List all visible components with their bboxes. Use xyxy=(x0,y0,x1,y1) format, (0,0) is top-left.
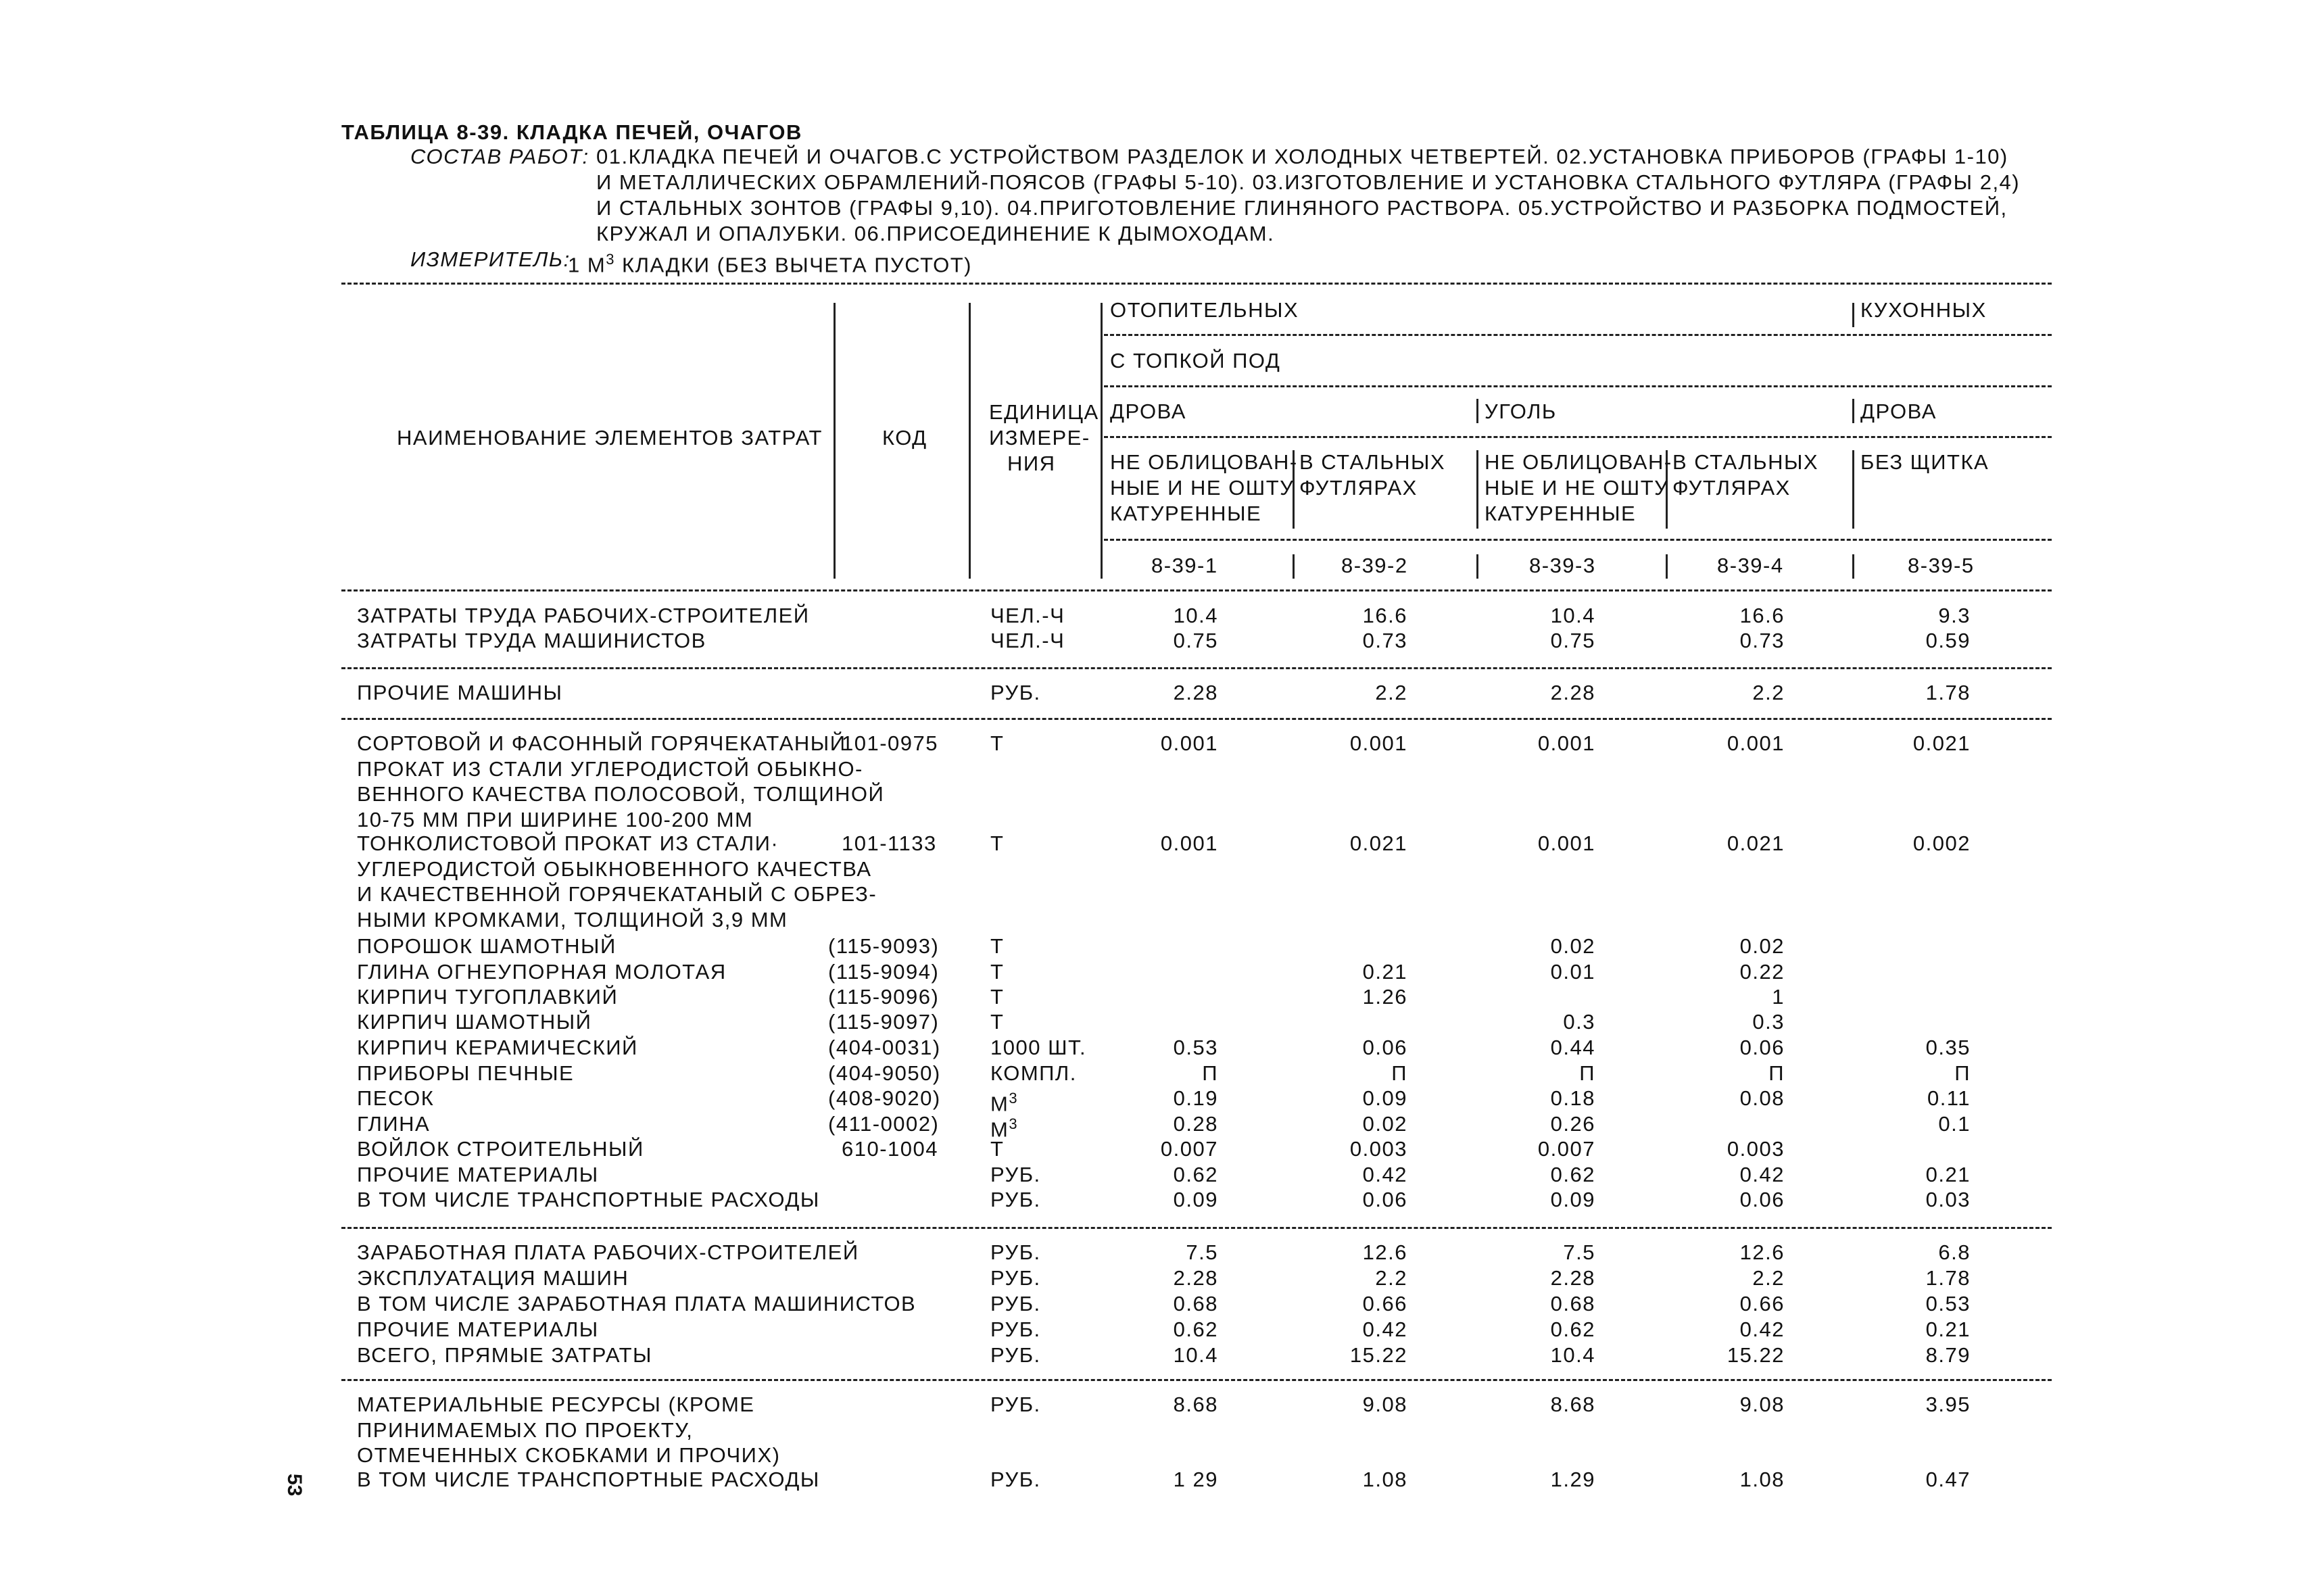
row-value-4: 0.22 xyxy=(1739,960,1785,984)
header-sub1-1: НЕ ОБЛИЦОВАН- xyxy=(1110,450,1298,474)
row-value-4: 15.22 xyxy=(1727,1343,1785,1367)
vbar-code3 xyxy=(1476,554,1478,579)
row-value-2: 1.26 xyxy=(1362,985,1407,1009)
header-sub2-1: В СТАЛЬНЫХ xyxy=(1299,450,1446,474)
rule-header-2 xyxy=(1104,385,2052,387)
row-value-3: 0.44 xyxy=(1550,1036,1595,1059)
row-value-2: 0.66 xyxy=(1362,1292,1407,1315)
row-value-1: 2.28 xyxy=(1173,1266,1218,1290)
row-value-4: 2.2 xyxy=(1752,1266,1785,1290)
vbar-coal xyxy=(1476,399,1478,423)
vbar-code5 xyxy=(1852,554,1854,579)
row-value-4: 9.08 xyxy=(1739,1393,1785,1416)
composition-line-2: И МЕТАЛЛИЧЕСКИХ ОБРАМЛЕНИЙ-ПОЯСОВ (ГРАФЫ 5-10). 03.ИЗГОТОВЛЕНИЕ И УСТАНОВКА СТАЛЬНОГО ФУТЛЯРА (ГРАФЫ 2,4) xyxy=(596,170,2021,194)
row-unit: Т xyxy=(990,934,1005,958)
row-value-5: 6.8 xyxy=(1938,1240,1971,1264)
row-value-3: 2.28 xyxy=(1550,681,1595,704)
row-name: ЗАРАБОТНАЯ ПЛАТА РАБОЧИХ-СТРОИТЕЛЕЙ xyxy=(357,1240,859,1264)
row-value-2: 2.2 xyxy=(1375,681,1407,704)
row-value-2: 0.42 xyxy=(1362,1163,1407,1186)
row-name: ПЕСОК xyxy=(357,1086,435,1110)
section-rule xyxy=(341,667,2052,669)
row-name: КИРПИЧ ШАМОТНЫЙ xyxy=(357,1010,592,1034)
row-value-3: 0.001 xyxy=(1537,831,1595,855)
meter-value: 1 $М^3$ КЛАДКИ (БЕЗ ВЫЧЕТА ПУСТОТ) xyxy=(568,251,973,277)
row-name: ВЕННОГО КАЧЕСТВА ПОЛОСОВОЙ, ТОЛЩИНОЙ xyxy=(357,782,885,806)
header-firebox: С ТОПКОЙ ПОД xyxy=(1110,349,1281,372)
row-value-4: 0.003 xyxy=(1727,1137,1785,1161)
row-value-2: 12.6 xyxy=(1362,1240,1407,1264)
row-code: 610-1004 xyxy=(842,1137,939,1161)
row-name: ПРОКАТ ИЗ СТАЛИ УГЛЕРОДИСТОЙ ОБЫКНО- xyxy=(357,756,863,781)
row-value-3: 0.001 xyxy=(1537,731,1595,755)
row-value-4: 0.021 xyxy=(1727,831,1785,855)
row-value-2: 9.08 xyxy=(1362,1393,1407,1416)
rule-header-1 xyxy=(1104,334,2052,336)
vbar-wood2 xyxy=(1852,399,1854,423)
row-name: ПРОЧИЕ МАШИНЫ xyxy=(357,681,563,704)
row-value-3: 0.01 xyxy=(1550,960,1595,984)
row-value-5: 3.95 xyxy=(1925,1393,1971,1416)
composition-label: СОСТАВ РАБОТ: xyxy=(410,145,589,168)
row-name: В ТОМ ЧИСЛЕ ТРАНСПОРТНЫЕ РАСХОДЫ xyxy=(357,1188,820,1211)
row-unit: Т xyxy=(990,1010,1005,1034)
row-unit: $М^3$ xyxy=(990,1115,1019,1142)
row-code: (411-0002) xyxy=(828,1112,940,1136)
row-value-3: 0.75 xyxy=(1550,629,1595,652)
vbar-unit-values xyxy=(1101,303,1103,579)
row-value-2: 1.08 xyxy=(1362,1468,1407,1491)
row-unit: РУБ. xyxy=(990,681,1041,704)
row-value-5: 0.35 xyxy=(1925,1036,1971,1059)
row-value-2: 15.22 xyxy=(1349,1343,1407,1367)
row-unit: РУБ. xyxy=(990,1240,1041,1264)
header-unit-3: НИЯ xyxy=(1007,452,1056,475)
row-value-4: 0.06 xyxy=(1739,1188,1785,1211)
row-name: УГЛЕРОДИСТОЙ ОБЫКНОВЕННОГО КАЧЕСТВА xyxy=(357,856,872,881)
composition-line-1: 01.КЛАДКА ПЕЧЕЙ И ОЧАГОВ.С УСТРОЙСТВОМ РАЗДЕЛОК И ХОЛОДНЫХ ЧЕТВЕРТЕЙ. 02.УСТАНОВКА ПРИБОРОВ (ГРАФЫ 1-10) xyxy=(596,145,2008,168)
row-name: ПРИБОРЫ ПЕЧНЫЕ xyxy=(357,1061,575,1085)
rule-header-4 xyxy=(1104,539,2052,541)
composition-line-4: КРУЖАЛ И ОПАЛУБКИ. 06.ПРИСОЕДИНЕНИЕ К ДЫМОХОДАМ. xyxy=(596,222,1275,245)
row-value-4: 0.08 xyxy=(1739,1086,1785,1110)
header-coal: УГОЛЬ xyxy=(1485,400,1557,423)
header-code-3: 8-39-3 xyxy=(1529,554,1596,577)
row-value-3: 0.18 xyxy=(1550,1086,1595,1110)
row-code: (115-9097) xyxy=(828,1010,940,1034)
row-value-5: 0.021 xyxy=(1912,731,1971,755)
row-value-4: 0.001 xyxy=(1727,731,1785,755)
row-name: ГЛИНА xyxy=(357,1112,431,1136)
header-sub3-3: КАТУРЕННЫЕ xyxy=(1485,502,1637,525)
row-value-1: 8.68 xyxy=(1173,1393,1218,1416)
row-value-1: 10.4 xyxy=(1173,604,1218,627)
header-sub3-2: НЫЕ И НЕ ОШТУ xyxy=(1485,476,1669,500)
row-value-5: 0.11 xyxy=(1927,1086,1971,1110)
header-code-4: 8-39-4 xyxy=(1717,554,1784,577)
row-unit: $М^3$ xyxy=(990,1090,1019,1116)
row-value-3: 7.5 xyxy=(1563,1240,1595,1264)
vbar-code4 xyxy=(1666,554,1668,579)
row-value-4: 0.66 xyxy=(1739,1292,1785,1315)
row-unit: Т xyxy=(990,985,1005,1009)
row-value-2: 0.02 xyxy=(1362,1112,1407,1136)
row-unit: Т xyxy=(990,831,1005,855)
row-value-3: 0.62 xyxy=(1550,1317,1595,1341)
vbar-sub5 xyxy=(1852,450,1854,529)
row-name: ОТМЕЧЕННЫХ СКОБКАМИ И ПРОЧИХ) xyxy=(357,1443,781,1467)
row-name: МАТЕРИАЛЬНЫЕ РЕСУРСЫ (КРОМЕ xyxy=(357,1393,755,1416)
row-code: (404-0031) xyxy=(828,1036,941,1059)
row-name: В ТОМ ЧИСЛЕ ТРАНСПОРТНЫЕ РАСХОДЫ xyxy=(357,1468,820,1491)
row-value-2: 0.003 xyxy=(1349,1137,1407,1161)
row-code: 101-1133 xyxy=(842,831,937,855)
row-value-4: 1.08 xyxy=(1739,1468,1785,1491)
row-value-2: 0.001 xyxy=(1349,731,1407,755)
row-value-3: 2.28 xyxy=(1550,1266,1595,1290)
row-name: ПОРОШОК ШАМОТНЫЙ xyxy=(357,934,617,958)
row-value-2: 0.21 xyxy=(1362,960,1407,984)
row-value-5: 0.53 xyxy=(1925,1292,1971,1315)
row-value-4: 0.42 xyxy=(1739,1163,1785,1186)
header-sub5-1: БЕЗ ЩИТКА xyxy=(1860,450,1989,474)
row-unit: ЧЕЛ.-Ч xyxy=(990,604,1065,627)
row-value-5: 0.21 xyxy=(1925,1317,1971,1341)
row-name: ТОНКОЛИСТОВОЙ ПРОКАТ ИЗ СТАЛИ· xyxy=(357,831,779,855)
header-kitchen: КУХОННЫХ xyxy=(1860,298,1987,322)
row-name: КИРПИЧ ТУГОПЛАВКИЙ xyxy=(357,985,619,1009)
row-value-3: 1.29 xyxy=(1550,1468,1595,1491)
header-sub1-3: КАТУРЕННЫЕ xyxy=(1110,502,1262,525)
row-value-1: 0.62 xyxy=(1173,1317,1218,1341)
row-value-2: П xyxy=(1391,1061,1407,1085)
header-name: НАИМЕНОВАНИЕ ЭЛЕМЕНТОВ ЗАТРАТ xyxy=(397,426,823,450)
row-name: КИРПИЧ КЕРАМИЧЕСКИЙ xyxy=(357,1036,638,1059)
row-name: ПРОЧИЕ МАТЕРИАЛЫ xyxy=(357,1317,599,1341)
header-sub4-2: ФУТЛЯРАХ xyxy=(1672,476,1791,500)
header-wood2: ДРОВА xyxy=(1860,400,1937,423)
row-name: ВСЕГО, ПРЯМЫЕ ЗАТРАТЫ xyxy=(357,1343,652,1367)
row-name: В ТОМ ЧИСЛЕ ЗАРАБОТНАЯ ПЛАТА МАШИНИСТОВ xyxy=(357,1292,917,1315)
row-unit: 1000 ШТ. xyxy=(990,1036,1087,1059)
row-name: НЫМИ КРОМКАМИ, ТОЛЩИНОЙ 3,9 ММ xyxy=(357,907,788,932)
section-rule xyxy=(341,718,2052,720)
header-unit-2: ИЗМЕРЕ- xyxy=(989,426,1090,450)
row-name: ЗАТРАТЫ ТРУДА РАБОЧИХ-СТРОИТЕЛЕЙ xyxy=(357,604,810,627)
row-unit: РУБ. xyxy=(990,1188,1041,1211)
header-code-1: 8-39-1 xyxy=(1151,554,1218,577)
row-unit: Т xyxy=(990,960,1005,984)
row-value-1: 10.4 xyxy=(1173,1343,1218,1367)
composition-line-3: И СТАЛЬНЫХ ЗОНТОВ (ГРАФЫ 9,10). 04.ПРИГОТОВЛЕНИЕ ГЛИНЯНОГО РАСТВОРА. 05.УСТРОЙСТВО И РАЗБОРКА ПОДМОСТЕЙ, xyxy=(596,196,2008,220)
row-name: ЭКСПЛУАТАЦИЯ МАШИН xyxy=(357,1266,629,1290)
row-value-5: 1.78 xyxy=(1925,681,1971,704)
row-value-5: 0.21 xyxy=(1925,1163,1971,1186)
row-code: (404-9050) xyxy=(828,1061,941,1085)
header-unit-1: ЕДИНИЦА xyxy=(989,400,1099,424)
row-value-5: П xyxy=(1954,1061,1971,1085)
row-unit: Т xyxy=(990,731,1005,755)
row-value-3: П xyxy=(1579,1061,1595,1085)
row-unit: РУБ. xyxy=(990,1266,1041,1290)
row-value-3: 0.26 xyxy=(1550,1112,1595,1136)
row-value-1: 0.68 xyxy=(1173,1292,1218,1315)
row-value-5: 0.002 xyxy=(1912,831,1971,855)
row-value-2: 0.09 xyxy=(1362,1086,1407,1110)
row-name: ПРОЧИЕ МАТЕРИАЛЫ xyxy=(357,1163,599,1186)
row-value-1: 0.75 xyxy=(1173,629,1218,652)
row-code: (408-9020) xyxy=(828,1086,941,1110)
row-name: ГЛИНА ОГНЕУПОРНАЯ МОЛОТАЯ xyxy=(357,960,727,984)
row-value-4: 0.73 xyxy=(1739,629,1785,652)
row-value-1: 0.001 xyxy=(1160,831,1218,855)
row-value-2: 0.06 xyxy=(1362,1188,1407,1211)
header-heating: ОТОПИТЕЛЬНЫХ xyxy=(1110,298,1299,322)
row-value-2: 0.021 xyxy=(1349,831,1407,855)
row-code: (115-9093) xyxy=(828,934,940,958)
header-code: КОД xyxy=(882,426,927,450)
row-value-5: 1.78 xyxy=(1925,1266,1971,1290)
row-unit: РУБ. xyxy=(990,1343,1041,1367)
row-unit: Т xyxy=(990,1137,1005,1161)
row-unit: РУБ. xyxy=(990,1163,1041,1186)
page-number: 53 xyxy=(283,1474,306,1497)
row-value-3: 8.68 xyxy=(1550,1393,1595,1416)
row-unit: ЧЕЛ.-Ч xyxy=(990,629,1065,652)
row-value-2: 0.42 xyxy=(1362,1317,1407,1341)
row-value-4: П xyxy=(1768,1061,1785,1085)
header-sub1-2: НЫЕ И НЕ ОШТУ xyxy=(1110,476,1295,500)
section-rule xyxy=(341,1379,2052,1381)
row-value-1: 2.28 xyxy=(1173,681,1218,704)
row-value-4: 16.6 xyxy=(1739,604,1785,627)
row-name: И КАЧЕСТВЕННОЙ ГОРЯЧЕКАТАНЫЙ С ОБРЕЗ- xyxy=(357,882,877,906)
row-unit: РУБ. xyxy=(990,1317,1041,1341)
row-value-3: 0.62 xyxy=(1550,1163,1595,1186)
row-value-4: 0.42 xyxy=(1739,1317,1785,1341)
row-value-3: 0.02 xyxy=(1550,934,1595,958)
header-sub2-2: ФУТЛЯРАХ xyxy=(1299,476,1418,500)
row-name: 10-75 ММ ПРИ ШИРИНЕ 100-200 ММ xyxy=(357,807,754,831)
row-value-1: 7.5 xyxy=(1186,1240,1218,1264)
header-code-2: 8-39-2 xyxy=(1341,554,1408,577)
row-value-5: 0.59 xyxy=(1925,629,1971,652)
row-name: СОРТОВОЙ И ФАСОННЫЙ ГОРЯЧЕКАТАНЫЙ xyxy=(357,731,846,755)
row-value-5: 0.03 xyxy=(1925,1188,1971,1211)
row-value-1: П xyxy=(1202,1061,1218,1085)
row-value-4: 0.06 xyxy=(1739,1036,1785,1059)
row-value-3: 0.09 xyxy=(1550,1188,1595,1211)
row-value-5: 8.79 xyxy=(1925,1343,1971,1367)
row-unit: КОМПЛ. xyxy=(990,1061,1077,1085)
row-unit: РУБ. xyxy=(990,1393,1041,1416)
row-value-1: 0.001 xyxy=(1160,731,1218,755)
row-value-2: 0.06 xyxy=(1362,1036,1407,1059)
row-name: ЗАТРАТЫ ТРУДА МАШИНИСТОВ xyxy=(357,629,706,652)
rule-header-bottom xyxy=(341,589,2052,591)
rule-header-3 xyxy=(1104,436,2052,438)
vbar-code-unit xyxy=(969,303,971,579)
row-name: ВОЙЛОК СТРОИТЕЛЬНЫЙ xyxy=(357,1137,644,1161)
row-value-1: 1 29 xyxy=(1173,1468,1218,1491)
header-wood: ДРОВА xyxy=(1110,400,1186,423)
row-value-1: 0.007 xyxy=(1160,1137,1218,1161)
row-value-5: 9.3 xyxy=(1938,604,1971,627)
row-unit: РУБ. xyxy=(990,1292,1041,1315)
row-value-2: 16.6 xyxy=(1362,604,1407,627)
row-code: (115-9096) xyxy=(828,985,940,1009)
row-value-5: 0.1 xyxy=(1938,1112,1971,1136)
row-value-2: 2.2 xyxy=(1375,1266,1407,1290)
row-value-3: 0.3 xyxy=(1563,1010,1595,1034)
row-value-3: 10.4 xyxy=(1550,1343,1595,1367)
row-name: ПРИНИМАЕМЫХ ПО ПРОЕКТУ, xyxy=(357,1418,694,1442)
row-value-4: 1 xyxy=(1772,985,1785,1009)
row-code: (115-9094) xyxy=(828,960,940,984)
section-rule xyxy=(341,1227,2052,1229)
row-value-2: 0.73 xyxy=(1362,629,1407,652)
table-title: ТАБЛИЦА 8-39. КЛАДКА ПЕЧЕЙ, ОЧАГОВ xyxy=(341,120,802,144)
vbar-name-code xyxy=(834,303,836,579)
row-value-3: 0.68 xyxy=(1550,1292,1595,1315)
row-value-4: 12.6 xyxy=(1739,1240,1785,1264)
header-code-5: 8-39-5 xyxy=(1908,554,1975,577)
row-value-5: 0.47 xyxy=(1925,1468,1971,1491)
row-value-1: 0.53 xyxy=(1173,1036,1218,1059)
row-value-1: 0.62 xyxy=(1173,1163,1218,1186)
row-value-4: 2.2 xyxy=(1752,681,1785,704)
vbar-kitchen xyxy=(1852,303,1854,327)
rule-top xyxy=(341,283,2052,285)
vbar-code2 xyxy=(1293,554,1295,579)
row-value-3: 0.007 xyxy=(1537,1137,1595,1161)
header-sub3-1: НЕ ОБЛИЦОВАН- xyxy=(1485,450,1672,474)
row-value-4: 0.02 xyxy=(1739,934,1785,958)
row-value-1: 0.19 xyxy=(1173,1086,1218,1110)
row-value-1: 0.28 xyxy=(1173,1112,1218,1136)
row-unit: РУБ. xyxy=(990,1468,1041,1491)
meter-label: ИЗМЕРИТЕЛЬ: xyxy=(410,247,571,271)
row-value-1: 0.09 xyxy=(1173,1188,1218,1211)
row-value-3: 10.4 xyxy=(1550,604,1595,627)
vbar-sub3 xyxy=(1476,450,1478,529)
row-code: 101-0975 xyxy=(842,731,939,755)
header-sub4-1: В СТАЛЬНЫХ xyxy=(1672,450,1819,474)
row-value-4: 0.3 xyxy=(1752,1010,1785,1034)
